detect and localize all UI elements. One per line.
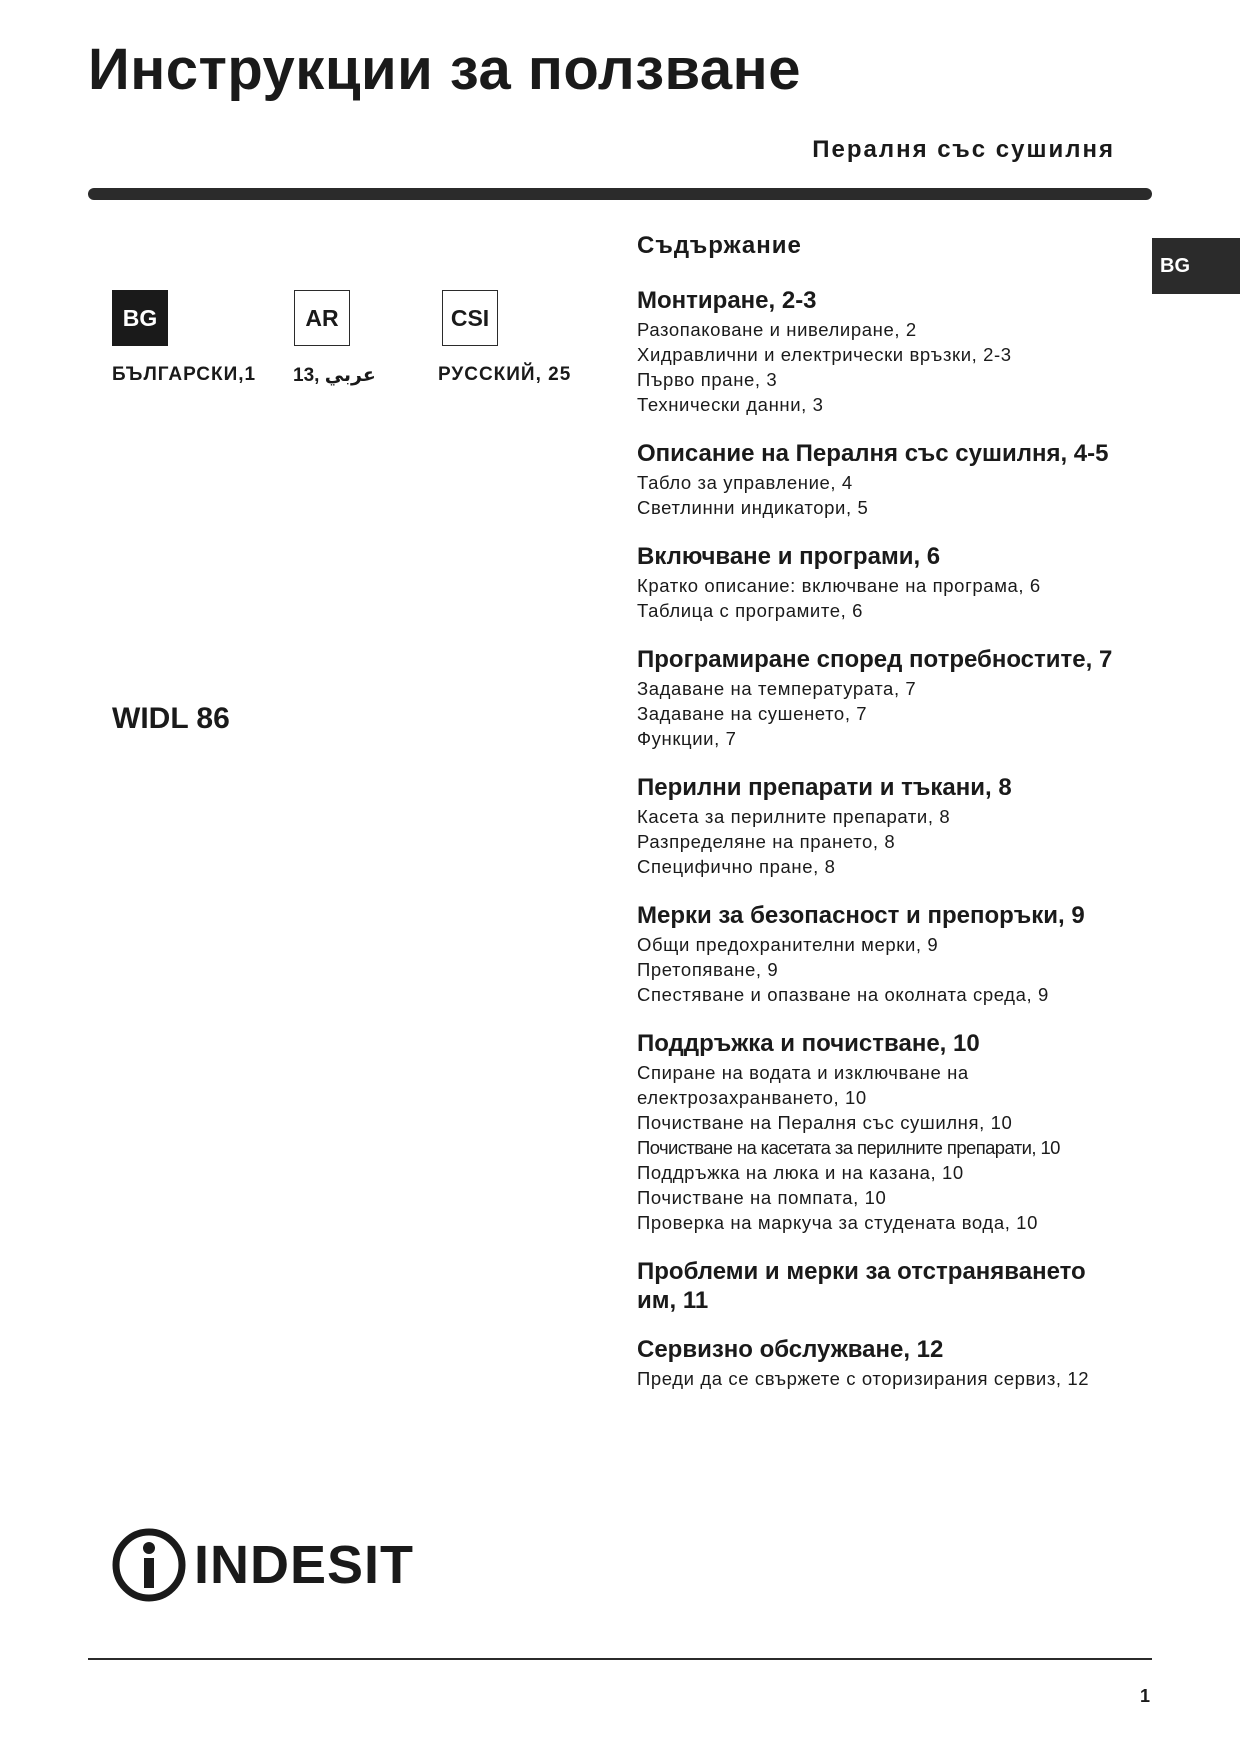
toc-item[interactable]: Касета за перилните препарати, 8	[637, 806, 951, 827]
toc-item[interactable]: Поддръжка на люка и на казана, 10	[637, 1162, 964, 1183]
toc-section	[637, 1337, 1157, 1391]
toc-item[interactable]: Почистване на Пералня със сушилня, 10	[637, 1112, 1013, 1133]
toc-section	[637, 441, 1157, 520]
language-bg[interactable]	[112, 290, 168, 346]
language-label-bg[interactable]: БЪЛГАРСКИ,1	[112, 364, 257, 385]
footer-divider	[88, 1658, 1152, 1660]
toc-item[interactable]: Проверка на маркуча за студената вода, 10	[637, 1212, 1038, 1233]
toc-heading[interactable]: Монтиране, 2-3	[637, 287, 817, 314]
language-code-bg: BG	[112, 290, 168, 346]
toc-item[interactable]: Преди да се свържете с оторизирания сервиз, 12	[637, 1368, 1090, 1389]
toc-heading-continued[interactable]: им, 11	[637, 1287, 709, 1314]
toc-item[interactable]: Разпределяне на прането, 8	[637, 831, 896, 852]
toc-section	[637, 903, 1157, 1007]
toc-item[interactable]: Специфично пране, 8	[637, 856, 836, 877]
language-label-ar[interactable]: عربي ,13	[293, 365, 376, 386]
language-side-tab: BG	[1152, 238, 1240, 294]
toc-item[interactable]: Общи предохранителни мерки, 9	[637, 934, 939, 955]
toc-heading[interactable]: Мерки за безопасност и препоръки, 9	[637, 902, 1085, 929]
toc-item[interactable]: Светлинни индикатори, 5	[637, 497, 869, 518]
toc-heading[interactable]: Програмиране според потребностите, 7	[637, 646, 1113, 673]
toc-item[interactable]: Технически данни, 3	[637, 394, 824, 415]
brand-wordmark: INDESIT	[194, 1535, 415, 1595]
toc-item[interactable]: Почистване на касетата за перилните препарати, 10	[637, 1137, 1060, 1158]
page-title: Инструкции за ползване	[88, 37, 801, 102]
language-ar[interactable]	[294, 290, 350, 346]
toc-section	[637, 1031, 1157, 1235]
toc-section	[637, 288, 1157, 417]
toc-heading[interactable]: Включване и програми, 6	[637, 543, 941, 570]
language-code-csi: CSI	[442, 290, 498, 346]
table-of-contents	[637, 232, 1157, 1415]
toc-item[interactable]: Задаване на температурата, 7	[637, 678, 917, 699]
language-label-csi[interactable]: РУССКИЙ, 25	[438, 364, 572, 385]
toc-item[interactable]: Хидравлични и електрически връзки, 2-3	[637, 344, 1012, 365]
language-code-ar: AR	[294, 290, 350, 346]
toc-item[interactable]: Табло за управление, 4	[637, 472, 853, 493]
toc-section	[637, 647, 1157, 751]
toc-item[interactable]: Таблица с програмите, 6	[637, 600, 863, 621]
header-divider	[88, 188, 1152, 200]
toc-section	[637, 775, 1157, 879]
product-subtitle: Пералня със сушилня	[812, 136, 1115, 163]
toc-item[interactable]: Почистване на помпата, 10	[637, 1187, 887, 1208]
toc-heading[interactable]: Проблеми и мерки за отстраняването	[637, 1258, 1086, 1285]
toc-heading[interactable]: Поддръжка и почистване, 10	[637, 1030, 980, 1057]
toc-section	[637, 544, 1157, 623]
page-number: 1	[1139, 1686, 1150, 1706]
toc-item[interactable]: Претопяване, 9	[637, 959, 779, 980]
toc-section	[637, 1259, 1157, 1313]
language-csi[interactable]	[442, 290, 498, 346]
toc-item[interactable]: Спестяване и опазване на околната среда, 9	[637, 984, 1049, 1005]
toc-item[interactable]: Кратко описание: включване на програма, 6	[637, 575, 1041, 596]
toc-item[interactable]: Функции, 7	[637, 728, 737, 749]
brand-logo	[112, 1528, 414, 1602]
toc-title: Съдържание	[637, 232, 802, 259]
model-name: WIDL 86	[112, 702, 230, 735]
toc-heading[interactable]: Сервизно обслужване, 12	[637, 1336, 944, 1363]
toc-item[interactable]: Първо пране, 3	[637, 369, 778, 390]
toc-heading[interactable]: Перилни препарати и тъкани, 8	[637, 774, 1012, 801]
toc-item[interactable]: Задаване на сушенето, 7	[637, 703, 868, 724]
toc-item[interactable]: Разопаковане и нивелиране, 2	[637, 319, 917, 340]
toc-item[interactable]: електрозахранването, 10	[637, 1087, 867, 1108]
brand-info-icon	[112, 1528, 186, 1602]
toc-heading[interactable]: Описание на Пералня със сушилня, 4-5	[637, 440, 1109, 467]
toc-item[interactable]: Спиране на водата и изключване на	[637, 1062, 969, 1083]
